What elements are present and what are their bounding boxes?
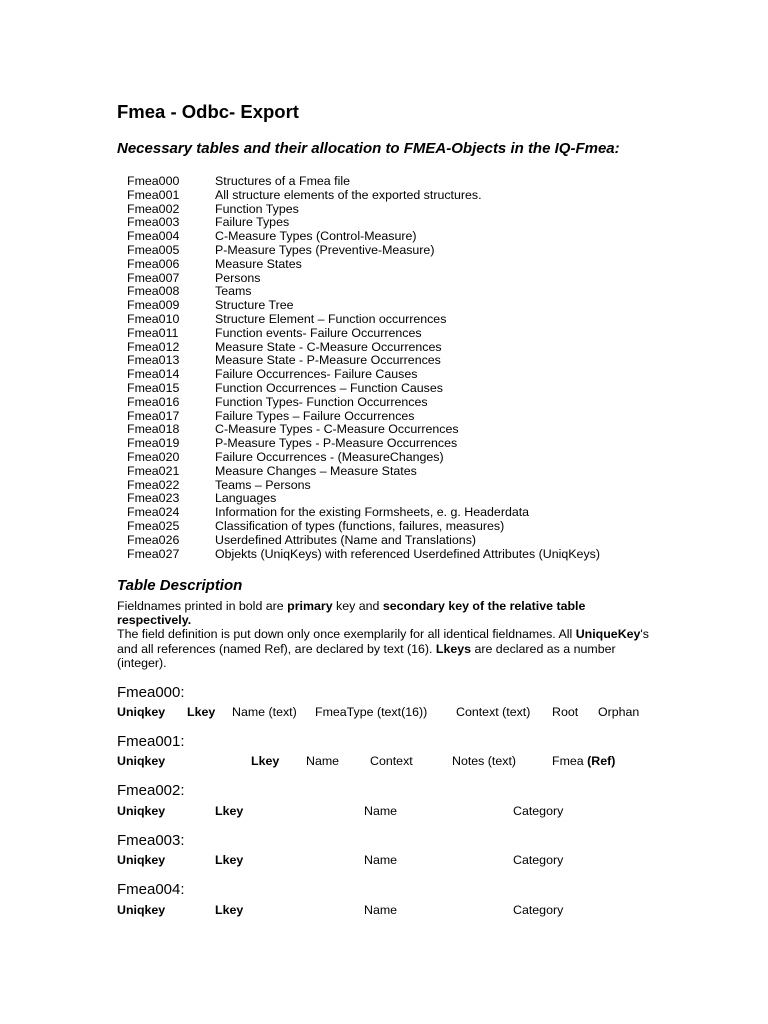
fmea001-field-notes: Notes (text) <box>452 754 517 768</box>
table-description: Teams – Persons <box>215 477 311 492</box>
intro-bold-text: primary <box>287 599 333 613</box>
table-code: Fmea011 <box>127 325 179 340</box>
table-description: Persons <box>215 270 261 285</box>
table-code: Fmea010 <box>127 311 180 326</box>
table-description: Function Types <box>215 201 299 216</box>
intro-text: 's and all references (named Ref), are declared by text (16). <box>117 627 649 656</box>
fmea003-field-lkey: Lkey <box>215 853 244 867</box>
table-code: Fmea008 <box>127 284 180 299</box>
intro-text: are declared as a number (integer). <box>117 641 616 670</box>
fmea000-field-lkey: Lkey <box>187 705 216 719</box>
table-description: Structure Tree <box>215 298 294 313</box>
table-code: Fmea016 <box>127 394 180 409</box>
document-subtitle: Necessary tables and their allocation to FMEA-Objects in the IQ-Fmea: <box>117 140 620 157</box>
table-description: Structures of a Fmea file <box>215 174 350 188</box>
table-description: Measure State - P-Measure Occurrences <box>215 353 441 368</box>
table-code: Fmea027 <box>127 546 180 561</box>
intro-bold-text: Lkeys <box>435 641 472 656</box>
fmea003-field-name: Name <box>364 853 398 867</box>
fmea003-field-category: Category <box>513 853 564 867</box>
table-code: Fmea001 <box>127 187 180 202</box>
table-code: Fmea000 <box>127 174 180 188</box>
fmea000-heading: Fmea000: <box>117 684 185 701</box>
document-title: Fmea - Odbc- Export <box>117 101 299 122</box>
intro-paragraph-1 <box>117 599 657 627</box>
table-description: Failure Occurrences - (MeasureChanges) <box>215 449 444 464</box>
intro-text: The field definition is put down only once exemplarily for all identical fieldnames. All <box>117 627 576 642</box>
table-description: Function events- Failure Occurrences <box>215 325 422 340</box>
fmea000-field-name: Name (text) <box>232 705 297 719</box>
fmea000-field-root: Root <box>552 705 579 719</box>
table-description: Userdefined Attributes (Name and Translations) <box>215 532 477 547</box>
table-code: Fmea019 <box>127 436 180 451</box>
fmea004-field-category: Category <box>513 903 564 917</box>
fmea001-field-lkey: Lkey <box>251 754 280 768</box>
fmea004-heading: Fmea004: <box>117 881 185 898</box>
fmea000-field-context: Context (text) <box>456 705 531 719</box>
table-code: Fmea015 <box>127 380 180 395</box>
fmea001-field-name: Name <box>306 754 340 768</box>
table-description: Function Occurrences – Function Causes <box>215 380 443 395</box>
table-code: Fmea017 <box>127 408 180 423</box>
table-description: Teams <box>215 284 252 299</box>
table-description: C-Measure Types - C-Measure Occurrences <box>215 422 459 437</box>
table-description: Failure Types <box>215 215 290 230</box>
fmea003-field-uniqkey: Uniqkey <box>117 853 166 867</box>
fmea001-field-fmea-ref <box>552 754 615 768</box>
fmea004-field-uniqkey: Uniqkey <box>117 903 166 917</box>
intro-bold-text: UniqueKey <box>575 627 641 642</box>
fmea002-field-name: Name <box>364 804 398 818</box>
intro-text: key and <box>332 599 383 613</box>
table-description-text <box>117 599 657 670</box>
table-description: Function Types- Function Occurrences <box>215 394 428 409</box>
fmea004-field-name: Name <box>364 903 398 917</box>
section-heading: Table Description <box>117 577 243 594</box>
table-description: Information for the existing Formsheets, e. g. Headerdata <box>215 505 530 520</box>
table-code: Fmea025 <box>127 518 180 533</box>
table-code: Fmea012 <box>127 339 180 354</box>
intro-bold-text: secondary key of the relative table respectively. <box>117 599 586 628</box>
table-code: Fmea020 <box>127 449 180 464</box>
table-description: Classification of types (functions, failures, measures) <box>215 518 505 533</box>
fmea000-field-fmeatype: FmeaType (text(16)) <box>315 705 428 719</box>
table-description: Failure Types – Failure Occurrences <box>215 408 415 423</box>
table-code: Fmea014 <box>127 367 180 382</box>
table-description: Structure Element – Function occurrences <box>215 311 447 326</box>
table-code: Fmea006 <box>127 256 180 271</box>
table-description: Measure Changes – Measure States <box>215 463 417 478</box>
fmea001-field-context: Context <box>370 754 413 768</box>
table-code: Fmea009 <box>127 298 180 313</box>
table-description: Failure Occurrences- Failure Causes <box>215 367 418 382</box>
fmea000-field-uniqkey: Uniqkey <box>117 705 166 719</box>
table-code: Fmea007 <box>127 270 180 285</box>
fmea000-field-orphan: Orphan <box>598 705 640 719</box>
fmea002-field-uniqkey: Uniqkey <box>117 804 166 818</box>
fmea001-field-fmea-label: Fmea <box>552 754 588 768</box>
table-code: Fmea026 <box>127 532 180 547</box>
table-description: C-Measure Types (Control-Measure) <box>215 229 417 244</box>
fmea002-field-lkey: Lkey <box>215 804 244 818</box>
table-description: P-Measure Types - P-Measure Occurrences <box>215 436 458 451</box>
table-code: Fmea018 <box>127 422 180 437</box>
fmea001-field-ref-label: (Ref) <box>587 754 616 768</box>
intro-text: Fieldnames printed in bold are <box>117 599 288 613</box>
fmea003-heading: Fmea003: <box>117 832 185 849</box>
table-description: Languages <box>215 491 277 506</box>
table-description: Measure States <box>215 256 302 271</box>
fmea004-field-lkey: Lkey <box>215 903 244 917</box>
intro-paragraph-2 <box>117 627 657 670</box>
fmea002-heading: Fmea002: <box>117 782 185 799</box>
table-code: Fmea003 <box>127 215 180 230</box>
table-code: Fmea024 <box>127 505 180 520</box>
table-code: Fmea005 <box>127 242 180 257</box>
table-code: Fmea002 <box>127 201 180 216</box>
table-code: Fmea004 <box>127 229 180 244</box>
table-code: Fmea013 <box>127 353 180 368</box>
table-code: Fmea021 <box>127 463 180 478</box>
table-description: All structure elements of the exported structures. <box>215 187 482 202</box>
fmea002-field-category: Category <box>513 804 564 818</box>
table-description: Objekts (UniqKeys) with referenced Userdefined Attributes (UniqKeys) <box>215 546 600 561</box>
table-description: Measure State - C-Measure Occurrences <box>215 339 442 354</box>
fmea001-field-uniqkey: Uniqkey <box>117 754 166 768</box>
fmea001-heading: Fmea001: <box>117 733 185 750</box>
table-code: Fmea023 <box>127 491 180 506</box>
table-description: P-Measure Types (Preventive-Measure) <box>215 242 435 257</box>
table-code: Fmea022 <box>127 477 180 492</box>
